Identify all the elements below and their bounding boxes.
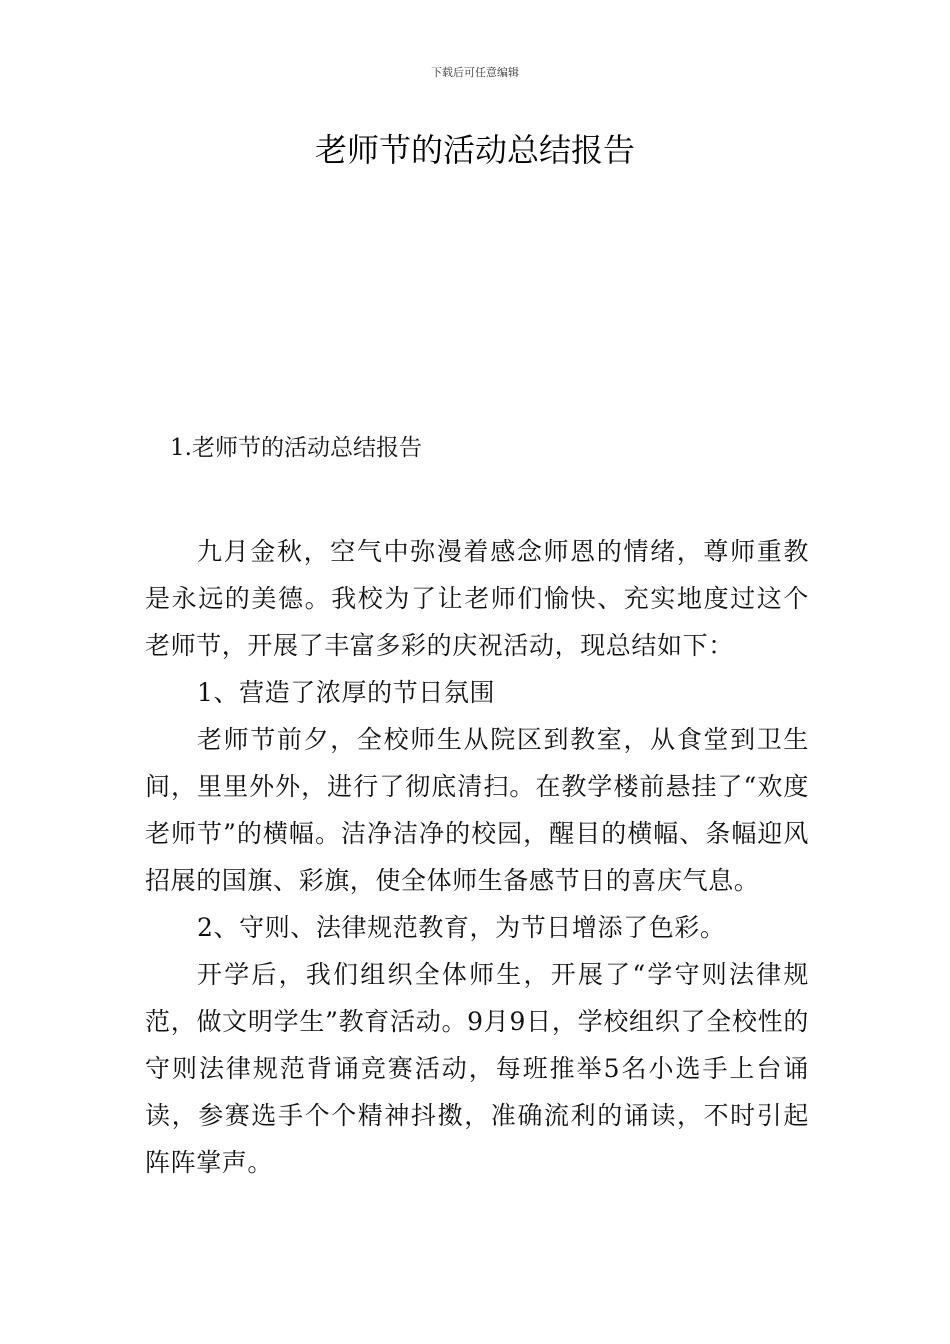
paragraph-intro: 九月金秋，空气中弥漫着感念师恩的情绪，尊师重教是永远的美德。我校为了让老师们愉快、充实地度过这个老师节，开展了丰富多彩的庆祝活动，现总结如下： (145, 537, 809, 660)
paragraph-point-1-heading: 1、营造了浓厚的节日氛围 (197, 678, 496, 707)
paragraph-point-2-heading: 2、守则、法律规范教育，为节日增添了色彩。 (197, 913, 726, 942)
document-title: 老师节的活动总结报告 (314, 131, 635, 169)
section-heading: 1.老师节的活动总结报告 (170, 435, 422, 461)
body-text (145, 528, 809, 1186)
header-note: 下载后可任意编辑 (431, 66, 519, 79)
paragraph-point-2-body: 开学后，我们组织全体师生，开展了“学守则法律规范，做文明学生”教育活动。9月9日，学校组织了全校性的守则法律规范背诵竞赛活动，每班推举5名小选手上台诵读，参赛选手个个精神抖擞，准确流利的诵读，不时引起阵阵掌声。 (145, 960, 809, 1177)
paragraph-point-1-body: 老师节前夕，全校师生从院区到教室，从食堂到卫生间，里里外外，进行了彻底清扫。在教学楼前悬挂了“欢度老师节”的横幅。洁净洁净的校园，醒目的横幅、条幅迎风招展的国旗、彩旗，使全体师生备感节日的喜庆气息。 (145, 725, 809, 895)
